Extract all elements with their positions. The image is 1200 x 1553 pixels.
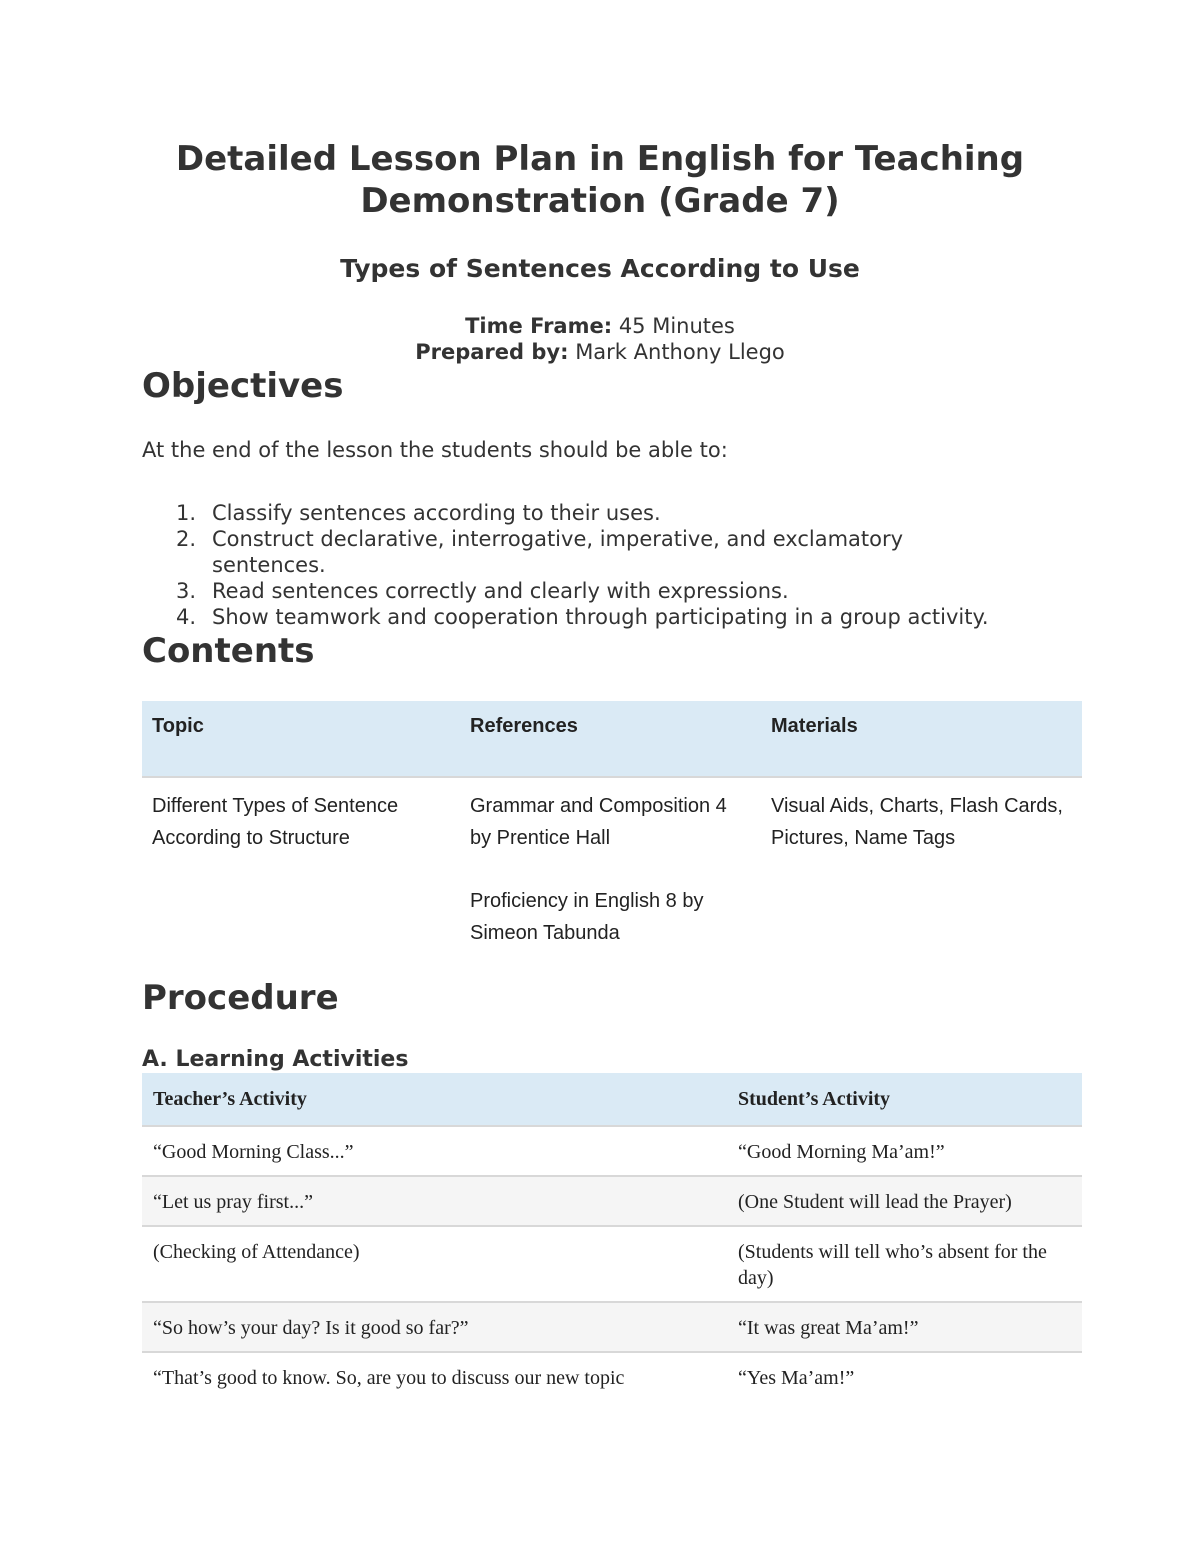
table-row xyxy=(142,1302,1082,1352)
objective-number: 2. xyxy=(176,527,197,551)
objective-item xyxy=(142,500,1082,526)
contents-row xyxy=(142,777,1082,949)
teacher-activity-cell: (Checking of Attendance) xyxy=(142,1226,727,1302)
prepared-by-value: Mark Anthony Llego xyxy=(575,340,785,364)
title-line-1: Detailed Lesson Plan in English for Teaching xyxy=(175,139,1025,179)
contents-materials-cell: Visual Aids, Charts, Flash Cards, Pictures, Name Tags xyxy=(771,795,1063,849)
teacher-activity-header: Teacher’s Activity xyxy=(142,1073,727,1126)
table-row xyxy=(142,1126,1082,1176)
student-activity-cell: “Yes Ma’am!” xyxy=(738,1367,855,1389)
contents-topic-cell: Different Types of Sentence According to Structure xyxy=(152,795,399,849)
objective-text: Classify sentences according to their uses. xyxy=(212,501,661,525)
time-frame xyxy=(142,313,1058,339)
objective-number: 1. xyxy=(176,501,197,525)
student-activity-cell: “It was great Ma’am!” xyxy=(727,1302,1082,1352)
learning-activities-heading: A. Learning Activities xyxy=(142,1047,409,1072)
contents-header-references: References xyxy=(470,715,578,737)
teacher-activity-cell: “Good Morning Class...” xyxy=(142,1126,727,1176)
contents-header-materials: Materials xyxy=(771,715,858,737)
objectives-intro: At the end of the lesson the students should be able to: xyxy=(142,438,728,462)
student-activity-cell: “Good Morning Ma’am!” xyxy=(727,1126,1082,1176)
objective-item xyxy=(142,604,1082,630)
student-activity-cell: (Students will tell who’s absent for the day) xyxy=(727,1226,1082,1302)
title-line-2: Demonstration (Grade 7) xyxy=(360,181,840,221)
student-activity-cell: (One Student will lead the Prayer) xyxy=(727,1176,1082,1226)
contents-heading: Contents xyxy=(142,631,315,671)
objective-text: Read sentences correctly and clearly with expressions. xyxy=(212,579,789,603)
objective-text: Show teamwork and cooperation through participating in a group activity. xyxy=(212,605,989,629)
reference-item: Proficiency in English 8 by Simeon Tabunda xyxy=(470,890,704,944)
table-row xyxy=(142,1352,1082,1401)
table-row xyxy=(142,1176,1082,1226)
teacher-activity-cell: “Let us pray first...” xyxy=(142,1176,727,1226)
prepared-by-label: Prepared by: xyxy=(415,340,569,364)
objectives-list xyxy=(142,500,1082,630)
procedure-heading: Procedure xyxy=(142,978,339,1018)
activities-header-row xyxy=(142,1073,1082,1126)
student-activity-header: Student’s Activity xyxy=(727,1073,1082,1126)
objective-item xyxy=(142,578,1082,604)
objective-number: 4. xyxy=(176,605,197,629)
activities-table xyxy=(142,1073,1082,1401)
prepared-by xyxy=(142,339,1058,365)
contents-header-topic: Topic xyxy=(152,715,204,737)
contents-table xyxy=(142,701,1082,949)
document-title xyxy=(142,138,1058,222)
teacher-activity-cell: “So how’s your day? Is it good so far?” xyxy=(142,1302,727,1352)
teacher-activity-cell: “That’s good to know. So, are you to discuss our new topic xyxy=(153,1367,625,1389)
document-subtitle: Types of Sentences According to Use xyxy=(340,254,860,283)
objective-number: 3. xyxy=(176,579,197,603)
table-row xyxy=(142,1226,1082,1302)
contents-header-row xyxy=(142,701,1082,777)
objective-text: Construct declarative, interrogative, imperative, and exclamatory sentences. xyxy=(212,527,904,577)
contents-references-cell xyxy=(460,777,761,949)
time-frame-label: Time Frame: xyxy=(465,314,613,338)
time-frame-value: 45 Minutes xyxy=(618,314,735,338)
reference-item: Grammar and Composition 4 by Prentice Hall xyxy=(470,795,727,849)
objective-item xyxy=(142,526,1082,578)
objectives-heading: Objectives xyxy=(142,366,344,406)
